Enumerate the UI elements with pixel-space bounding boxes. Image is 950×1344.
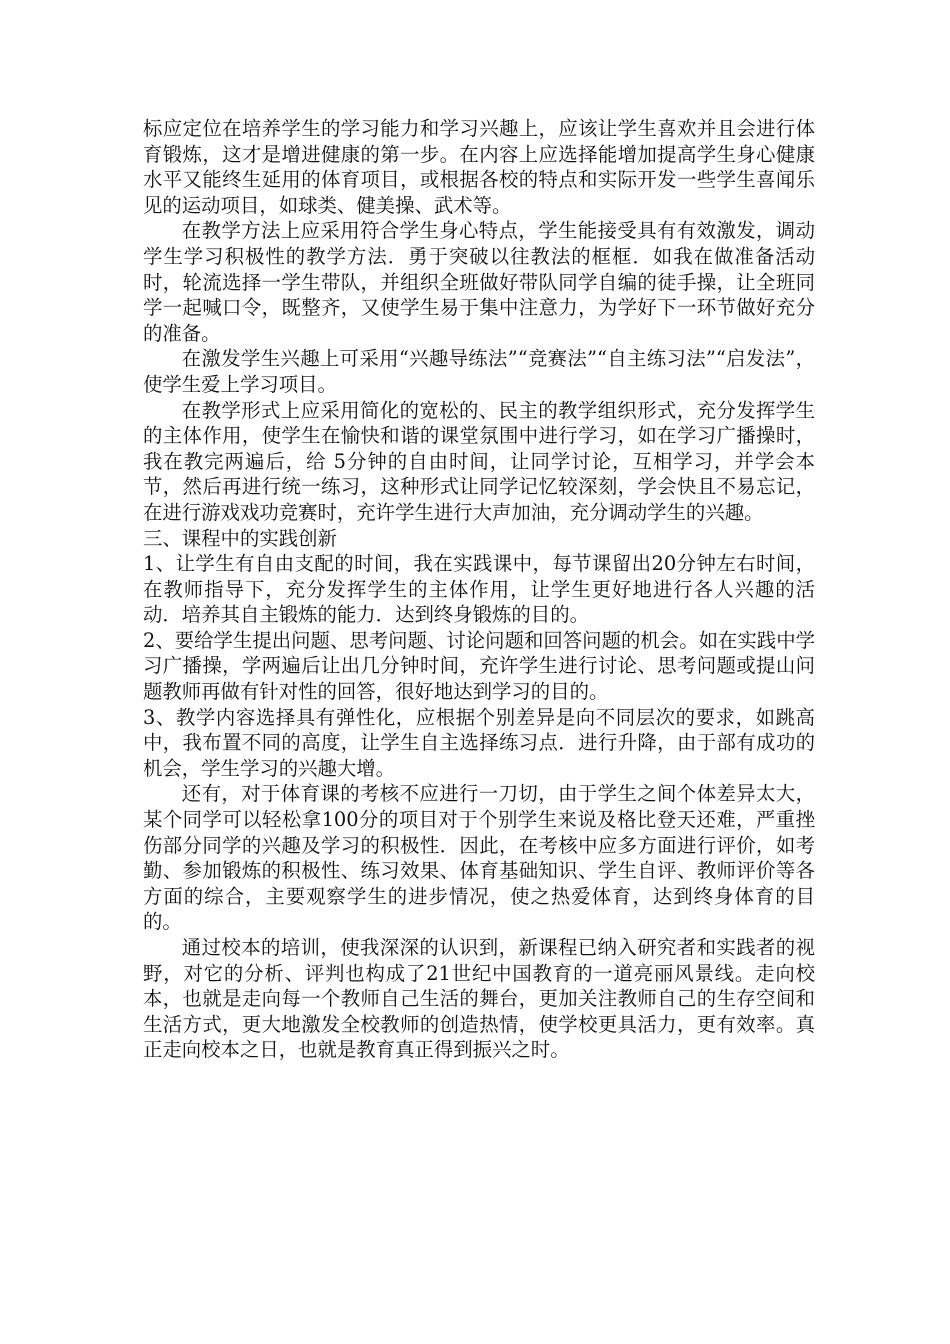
- paragraph-continuation: 标应定位在培养学生的学习能力和学习兴趣上，应该让学生喜欢并且会进行体育锻炼，这才是增进健康的第一步。在内容上应选择能增加提高学生身心健康水平又能终生延用的体育项目，或根据各校的特点和实际开发一些学生喜闻乐见的运动项目，如球类、健美操、武术等。: [143, 117, 815, 217]
- paragraph-teaching-forms: 在教学形式上应采用简化的宽松的、民主的教学组织形式，充分发挥学生的主体作用，使学生在愉快和谐的课堂氛围中进行学习，如在学习广播操时，我在教完两遍后，给 5分钟的自由时间，让同学讨论，互相学习，并学会本节，然后再进行统一练习，这种形式让同学记忆较深刻，学会快且不易忘记，在进行游戏戏功竞赛时，充许学生进行大声加油，充分调动学生的兴趣。: [143, 398, 815, 524]
- document-body: [143, 116, 815, 1063]
- section-heading: 三、课程中的实践创新: [143, 526, 337, 550]
- list-item-3: 3、教学内容选择具有弹性化，应根据个别差异是向不同层次的要求，如跳高中，我布置不同的高度，让学生自主选择练习点．进行升降，由于部有成功的机会，学生学习的兴趣大增。: [143, 705, 815, 780]
- paragraph-assessment: 还有，对于体育课的考核不应进行一刀切，由于学生之间个体差异太大，某个同学可以轻松拿100分的项目对于个别学生来说及格比登天还难，严重挫伤部分同学的兴趣及学习的积极性．因此，在考核中应多方面进行评价，如考勤、参加锻炼的积极性、练习效果、体育基础知识、学生自评、教师评价等各方面的综合，主要观察学生的进步情况，使之热爱体育，达到终身体育的目的。: [143, 782, 815, 934]
- paragraph-teaching-methods: 在教学方法上应采用符合学生身心特点，学生能接受具有有效激发，调动学生学习积极性的教学方法．勇于突破以往教法的框框．如我在做准备活动时，轮流选择一学生带队，并组织全班做好带队同学自编的徒手操，让全班同学一起喊口令，既整齐，又使学生易于集中注意力，为学好下一环节做好充分的准备。: [143, 219, 815, 345]
- list-item-1: 1、让学生有自由支配的时间，我在实践课中，每节课留出20分钟左右时间，在教师指导下，充分发挥学生的主体作用，让学生更好地进行各人兴趣的活动．培养其自主锻炼的能力．达到终身锻炼的目的。: [143, 552, 815, 627]
- paragraph-conclusion: 通过校本的培训，使我深深的认识到，新课程已纳入研究者和实践者的视野，对它的分析、评判也构成了21世纪中国教育的一道亮丽风景线。走向校本，也就是走向每一个教师自己生活的舞台，更加关注教师自己的生存空间和生活方式，更大地激发全校教师的创造热情，使学校更具活力，更有效率。真正走向校本之日，也就是教育真正得到振兴之时。: [143, 936, 815, 1062]
- list-item-2: 2、要给学生提出问题、思考问题、讨论问题和回答问题的机会。如在实践中学习广播操，学两遍后让出几分钟时间，充许学生进行讨论、思考问题或提山问题教师再做有针对性的回答，很好地达到学习的目的。: [143, 628, 815, 704]
- paragraph-interest-methods: 在激发学生兴趣上可采用“兴趣导练法”“竞赛法”“自主练习法”“启发法”，使学生爱上学习项目。: [143, 347, 815, 396]
